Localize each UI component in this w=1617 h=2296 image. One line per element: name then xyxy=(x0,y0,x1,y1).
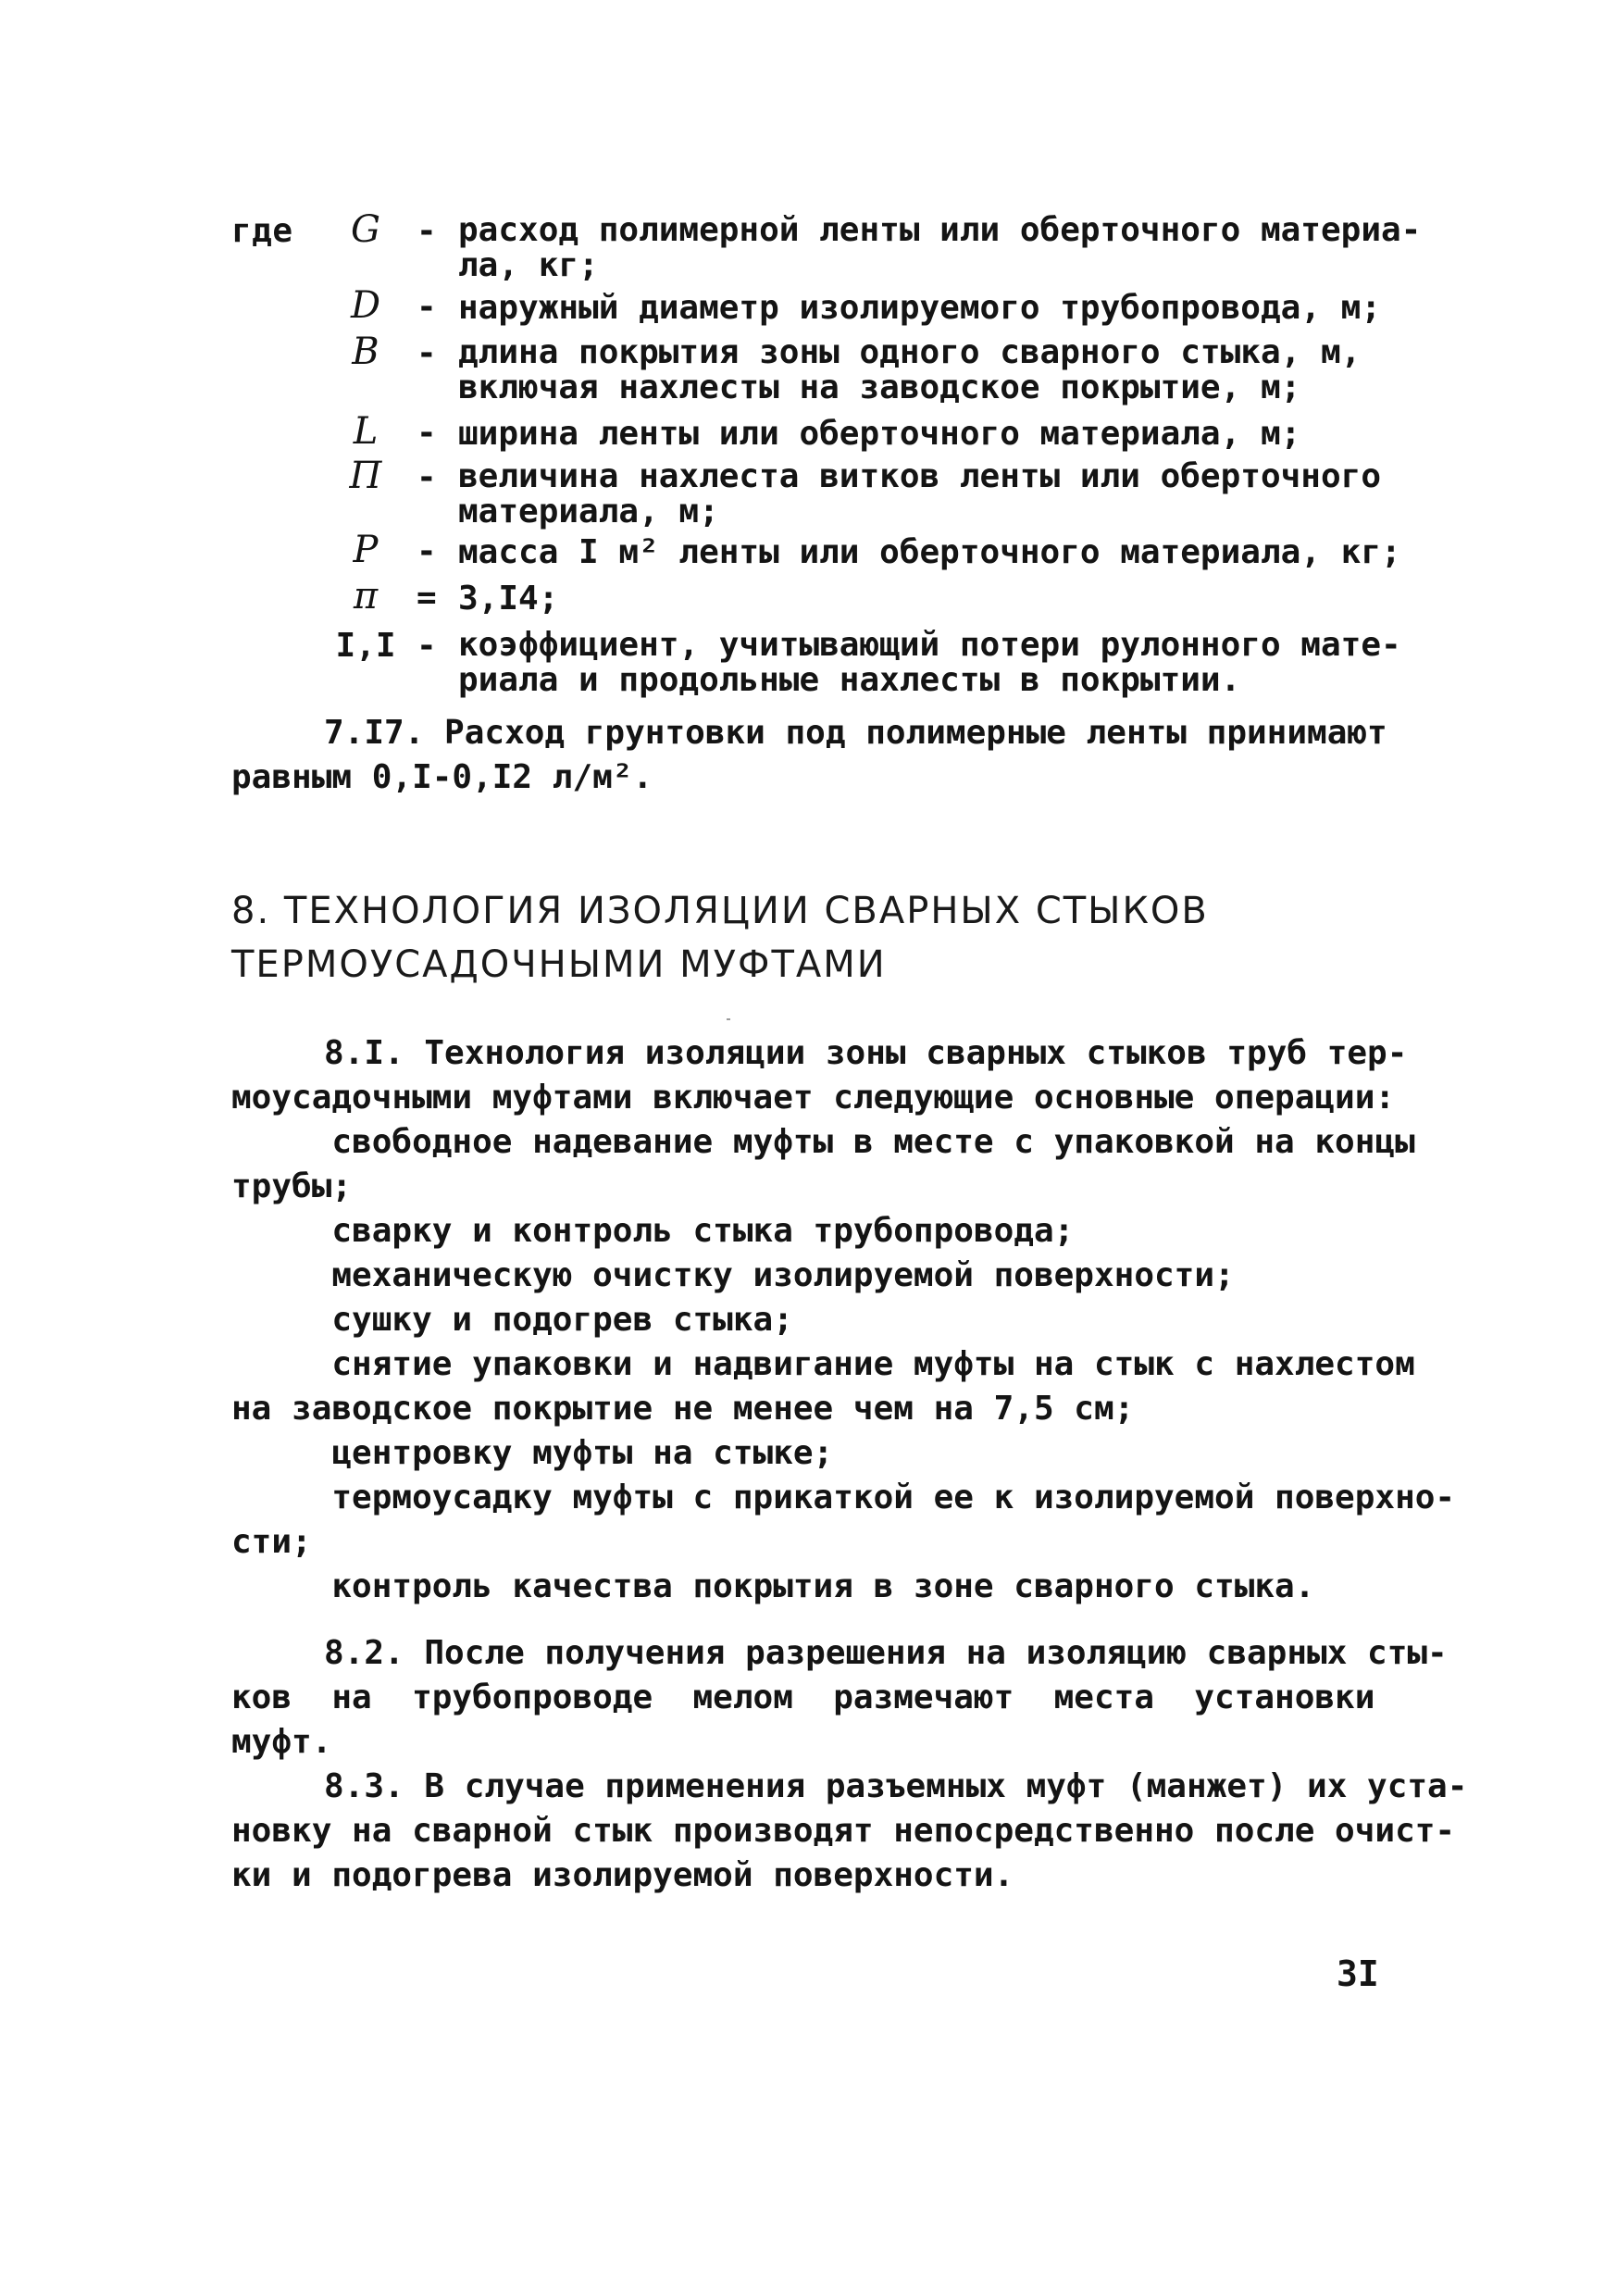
scan-speck xyxy=(727,1018,730,1020)
section-heading: 8. ТЕХНОЛОГИЯ ИЗОЛЯЦИИ СВАРНЫХ СТЫКОВ ТЕРМОУСАДОЧНЫМИ МУФТАМИ xyxy=(231,890,1209,986)
clause-7-17: 7.I7. Расход грунтовки под полимерные ленты принимают равным 0,I-0,I2 л/м². xyxy=(231,714,1387,796)
definition-symbol: L xyxy=(353,410,379,453)
page-number: 3I xyxy=(1337,1953,1379,1994)
definition-dash: = xyxy=(417,579,437,617)
definition-dash: - xyxy=(417,532,437,570)
definition-symbol: B xyxy=(352,331,379,373)
definitions-lead-word: где xyxy=(231,212,293,250)
definition-symbol: I,I xyxy=(335,627,396,665)
definition-text: ширина ленты или оберточного материала, м; xyxy=(458,415,1301,453)
definition-dash: - xyxy=(417,458,437,496)
definition-dash: - xyxy=(417,627,437,665)
definition-dash: - xyxy=(417,212,437,250)
definition-symbol: D xyxy=(350,284,381,327)
definition-text: расход полимерной ленты или оберточного материа- ла, кг; xyxy=(458,211,1422,284)
definition-symbol: П xyxy=(349,455,382,497)
clause-8-1: 8.I. Технология изоляции зоны сварных стыков труб тер- моусадочными муфтами включает следующие основные операции: свободное надевание муфты в месте с упаковкой на концы трубы; сварку и контроль стыка трубопровода; механическую очистку изолируемой поверхности; сушку и подогрев стыка; снятие упаковки и надвигание муфты на стык с нахлестом на заводское покрытие не менее чем на 7,5 см; центровку муфты на стыке; термоусадку муфты с прикаткой ее к изолируемой поверхно- сти; контроль качества покрытия в зоне сварного стыка. xyxy=(231,1034,1456,1605)
definition-symbol: G xyxy=(351,208,380,251)
definition-text: масса I м² ленты или оберточного материала, кг; xyxy=(458,533,1401,571)
definition-dash: - xyxy=(417,288,437,326)
definition-text: 3,I4; xyxy=(458,580,559,618)
definition-text: наружный диаметр изолируемого трубопровода, м; xyxy=(458,289,1381,327)
clause-8-3: 8.3. В случае применения разъемных муфт (манжет) их уста- новку на сварной стык производят непосредственно после очист- ки и подогрева изолируемой поверхности. xyxy=(231,1767,1468,1894)
clause-8-2: 8.2. После получения разрешения на изоляцию сварных сты- ков на трубопроводе мелом размечают места установки муфт. xyxy=(231,1634,1448,1761)
definition-text: коэффициент, учитывающий потери рулонного мате- риала и продольные нахлесты в покрытии. xyxy=(458,626,1401,699)
definition-text: длина покрытия зоны одного сварного стыка, м, включая нахлесты на заводское покрытие, м; xyxy=(458,333,1362,406)
definition-symbol: π xyxy=(353,575,379,618)
definition-dash: - xyxy=(417,414,437,452)
definition-symbol: P xyxy=(353,529,379,571)
definition-text: величина нахлеста витков ленты или оберточного материала, м; xyxy=(458,457,1381,530)
definition-dash: - xyxy=(417,334,437,372)
